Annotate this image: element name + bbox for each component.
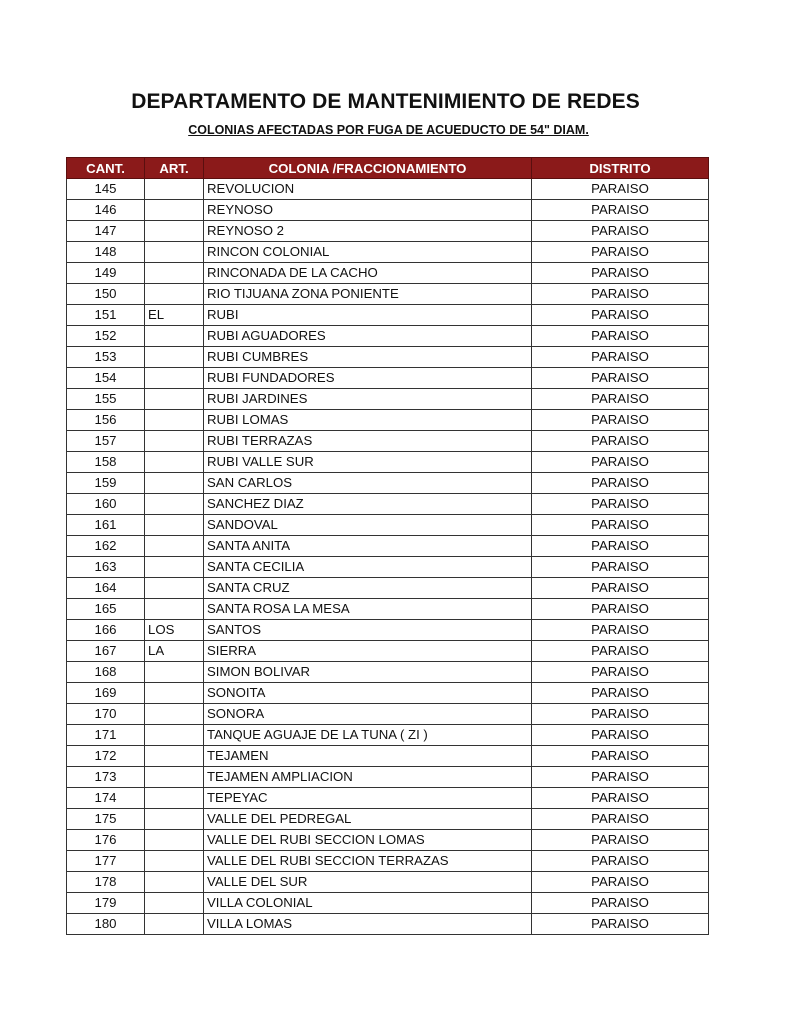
table-row xyxy=(67,515,709,536)
colonia-cell: SANTA ROSA LA MESA xyxy=(204,599,532,620)
art-cell xyxy=(145,200,204,221)
cant-cell: 151 xyxy=(67,305,145,326)
colonia-cell: VILLA LOMAS xyxy=(204,914,532,935)
table-row xyxy=(67,326,709,347)
art-cell xyxy=(145,893,204,914)
cant-cell: 179 xyxy=(67,893,145,914)
art-cell xyxy=(145,284,204,305)
table-body xyxy=(67,179,709,935)
colonia-cell: SONOITA xyxy=(204,683,532,704)
cant-cell: 154 xyxy=(67,368,145,389)
distrito-cell: PARAISO xyxy=(532,599,709,620)
distrito-cell: PARAISO xyxy=(532,788,709,809)
art-cell xyxy=(145,767,204,788)
cant-cell: 147 xyxy=(67,221,145,242)
art-cell xyxy=(145,179,204,200)
art-cell xyxy=(145,515,204,536)
cant-cell: 174 xyxy=(67,788,145,809)
distrito-cell: PARAISO xyxy=(532,683,709,704)
colonia-cell: RIO TIJUANA ZONA PONIENTE xyxy=(204,284,532,305)
art-cell xyxy=(145,914,204,935)
art-cell xyxy=(145,851,204,872)
cant-cell: 168 xyxy=(67,662,145,683)
art-cell: LA xyxy=(145,641,204,662)
table-row xyxy=(67,662,709,683)
art-cell xyxy=(145,494,204,515)
art-cell xyxy=(145,788,204,809)
cant-cell: 172 xyxy=(67,746,145,767)
art-cell xyxy=(145,662,204,683)
distrito-cell: PARAISO xyxy=(532,830,709,851)
colonia-cell: TEPEYAC xyxy=(204,788,532,809)
table-row xyxy=(67,536,709,557)
art-cell xyxy=(145,830,204,851)
colonia-cell: SIERRA xyxy=(204,641,532,662)
cant-cell: 146 xyxy=(67,200,145,221)
column-header-cant: CANT. xyxy=(67,158,145,179)
art-cell xyxy=(145,452,204,473)
art-cell xyxy=(145,221,204,242)
colonia-cell: RUBI FUNDADORES xyxy=(204,368,532,389)
cant-cell: 160 xyxy=(67,494,145,515)
colonia-cell: SAN CARLOS xyxy=(204,473,532,494)
cant-cell: 171 xyxy=(67,725,145,746)
colonia-cell: REYNOSO xyxy=(204,200,532,221)
colonia-cell: VALLE DEL PEDREGAL xyxy=(204,809,532,830)
table-row xyxy=(67,872,709,893)
art-cell xyxy=(145,431,204,452)
art-cell: EL xyxy=(145,305,204,326)
colonia-cell: RUBI CUMBRES xyxy=(204,347,532,368)
table-row xyxy=(67,473,709,494)
distrito-cell: PARAISO xyxy=(532,767,709,788)
colonia-cell: RUBI VALLE SUR xyxy=(204,452,532,473)
cant-cell: 177 xyxy=(67,851,145,872)
colonia-cell: SANTA ANITA xyxy=(204,536,532,557)
cant-cell: 159 xyxy=(67,473,145,494)
column-header-art: ART. xyxy=(145,158,204,179)
cant-cell: 155 xyxy=(67,389,145,410)
cant-cell: 152 xyxy=(67,326,145,347)
table-row xyxy=(67,452,709,473)
distrito-cell: PARAISO xyxy=(532,431,709,452)
table-row xyxy=(67,389,709,410)
distrito-cell: PARAISO xyxy=(532,494,709,515)
colonia-cell: REYNOSO 2 xyxy=(204,221,532,242)
distrito-cell: PARAISO xyxy=(532,662,709,683)
table-row xyxy=(67,410,709,431)
distrito-cell: PARAISO xyxy=(532,746,709,767)
cant-cell: 158 xyxy=(67,452,145,473)
distrito-cell: PARAISO xyxy=(532,389,709,410)
art-cell xyxy=(145,536,204,557)
colonia-cell: VALLE DEL RUBI SECCION TERRAZAS xyxy=(204,851,532,872)
cant-cell: 148 xyxy=(67,242,145,263)
document-subtitle: COLONIAS AFECTADAS POR FUGA DE ACUEDUCTO DE 54" DIAM. xyxy=(188,123,589,137)
art-cell xyxy=(145,578,204,599)
distrito-cell: PARAISO xyxy=(532,851,709,872)
distrito-cell: PARAISO xyxy=(532,557,709,578)
art-cell xyxy=(145,389,204,410)
table-row xyxy=(67,242,709,263)
table-row xyxy=(67,431,709,452)
table-row xyxy=(67,599,709,620)
cant-cell: 173 xyxy=(67,767,145,788)
cant-cell: 150 xyxy=(67,284,145,305)
table-row xyxy=(67,683,709,704)
distrito-cell: PARAISO xyxy=(532,641,709,662)
cant-cell: 166 xyxy=(67,620,145,641)
table-row xyxy=(67,368,709,389)
art-cell xyxy=(145,704,204,725)
distrito-cell: PARAISO xyxy=(532,200,709,221)
cant-cell: 180 xyxy=(67,914,145,935)
document-title: DEPARTAMENTO DE MANTENIMIENTO DE REDES xyxy=(131,90,640,113)
table-row xyxy=(67,725,709,746)
colonia-cell: VILLA COLONIAL xyxy=(204,893,532,914)
distrito-cell: PARAISO xyxy=(532,452,709,473)
colonia-cell: TANQUE AGUAJE DE LA TUNA ( ZI ) xyxy=(204,725,532,746)
cant-cell: 170 xyxy=(67,704,145,725)
distrito-cell: PARAISO xyxy=(532,578,709,599)
table-row xyxy=(67,641,709,662)
table-row xyxy=(67,788,709,809)
colonia-cell: RUBI AGUADORES xyxy=(204,326,532,347)
distrito-cell: PARAISO xyxy=(532,347,709,368)
table-row xyxy=(67,578,709,599)
distrito-cell: PARAISO xyxy=(532,809,709,830)
colonia-cell: SANDOVAL xyxy=(204,515,532,536)
table-row xyxy=(67,851,709,872)
colonia-cell: TEJAMEN xyxy=(204,746,532,767)
distrito-cell: PARAISO xyxy=(532,893,709,914)
colonia-cell: RUBI TERRAZAS xyxy=(204,431,532,452)
colonia-cell: SANCHEZ DIAZ xyxy=(204,494,532,515)
cant-cell: 169 xyxy=(67,683,145,704)
table-row xyxy=(67,179,709,200)
colonia-cell: TEJAMEN AMPLIACION xyxy=(204,767,532,788)
table-row xyxy=(67,347,709,368)
table-row xyxy=(67,200,709,221)
column-header-distrito: DISTRITO xyxy=(532,158,709,179)
column-header-colonia: COLONIA /FRACCIONAMIENTO xyxy=(204,158,532,179)
distrito-cell: PARAISO xyxy=(532,515,709,536)
art-cell xyxy=(145,368,204,389)
art-cell xyxy=(145,809,204,830)
colonia-cell: SANTOS xyxy=(204,620,532,641)
art-cell xyxy=(145,683,204,704)
distrito-cell: PARAISO xyxy=(532,368,709,389)
colonia-cell: SANTA CECILIA xyxy=(204,557,532,578)
art-cell xyxy=(145,263,204,284)
cant-cell: 165 xyxy=(67,599,145,620)
cant-cell: 175 xyxy=(67,809,145,830)
table-row xyxy=(67,305,709,326)
colonias-table xyxy=(66,157,709,935)
table-row xyxy=(67,704,709,725)
cant-cell: 153 xyxy=(67,347,145,368)
distrito-cell: PARAISO xyxy=(532,704,709,725)
distrito-cell: PARAISO xyxy=(532,284,709,305)
table-row xyxy=(67,830,709,851)
cant-cell: 162 xyxy=(67,536,145,557)
table-row xyxy=(67,767,709,788)
art-cell xyxy=(145,557,204,578)
colonia-cell: VALLE DEL RUBI SECCION LOMAS xyxy=(204,830,532,851)
distrito-cell: PARAISO xyxy=(532,872,709,893)
cant-cell: 156 xyxy=(67,410,145,431)
distrito-cell: PARAISO xyxy=(532,725,709,746)
colonia-cell: RINCON COLONIAL xyxy=(204,242,532,263)
art-cell xyxy=(145,746,204,767)
cant-cell: 161 xyxy=(67,515,145,536)
table-row xyxy=(67,746,709,767)
table-header xyxy=(67,158,709,179)
distrito-cell: PARAISO xyxy=(532,536,709,557)
table-row xyxy=(67,221,709,242)
colonia-cell: RUBI xyxy=(204,305,532,326)
table-row xyxy=(67,494,709,515)
table-row xyxy=(67,284,709,305)
cant-cell: 145 xyxy=(67,179,145,200)
cant-cell: 164 xyxy=(67,578,145,599)
cant-cell: 178 xyxy=(67,872,145,893)
distrito-cell: PARAISO xyxy=(532,326,709,347)
colonia-cell: SIMON BOLIVAR xyxy=(204,662,532,683)
colonia-cell: RUBI JARDINES xyxy=(204,389,532,410)
art-cell xyxy=(145,242,204,263)
distrito-cell: PARAISO xyxy=(532,620,709,641)
cant-cell: 163 xyxy=(67,557,145,578)
art-cell xyxy=(145,473,204,494)
art-cell: LOS xyxy=(145,620,204,641)
distrito-cell: PARAISO xyxy=(532,410,709,431)
table-row xyxy=(67,893,709,914)
colonia-cell: RINCONADA DE LA CACHO xyxy=(204,263,532,284)
distrito-cell: PARAISO xyxy=(532,221,709,242)
art-cell xyxy=(145,725,204,746)
distrito-cell: PARAISO xyxy=(532,263,709,284)
table-row xyxy=(67,620,709,641)
art-cell xyxy=(145,872,204,893)
art-cell xyxy=(145,347,204,368)
table-row xyxy=(67,263,709,284)
distrito-cell: PARAISO xyxy=(532,179,709,200)
distrito-cell: PARAISO xyxy=(532,305,709,326)
header-row xyxy=(67,158,709,179)
cant-cell: 167 xyxy=(67,641,145,662)
cant-cell: 176 xyxy=(67,830,145,851)
colonia-cell: RUBI LOMAS xyxy=(204,410,532,431)
cant-cell: 157 xyxy=(67,431,145,452)
table-row xyxy=(67,557,709,578)
art-cell xyxy=(145,410,204,431)
colonia-cell: SONORA xyxy=(204,704,532,725)
table-row xyxy=(67,809,709,830)
distrito-cell: PARAISO xyxy=(532,242,709,263)
distrito-cell: PARAISO xyxy=(532,473,709,494)
distrito-cell: PARAISO xyxy=(532,914,709,935)
colonia-cell: REVOLUCION xyxy=(204,179,532,200)
cant-cell: 149 xyxy=(67,263,145,284)
colonia-cell: SANTA CRUZ xyxy=(204,578,532,599)
art-cell xyxy=(145,326,204,347)
art-cell xyxy=(145,599,204,620)
table-row xyxy=(67,914,709,935)
colonia-cell: VALLE DEL SUR xyxy=(204,872,532,893)
